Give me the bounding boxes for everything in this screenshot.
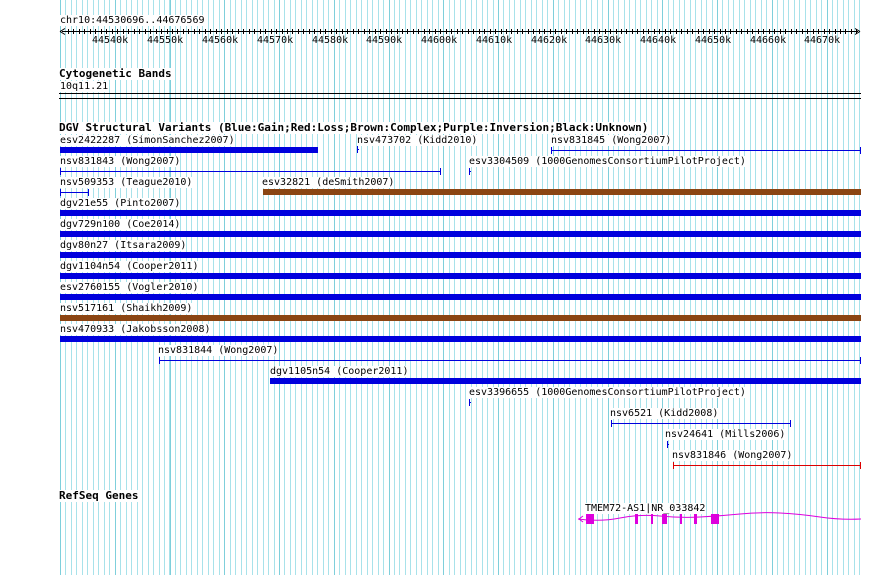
cytoband-label[interactable]: 10q11.21: [60, 81, 109, 92]
dgv-feature-label[interactable]: esv2760155 (Vogler2010): [60, 282, 199, 293]
dgv-feature-label[interactable]: esv3304509 (1000GenomesConsortiumPilotProject): [469, 156, 746, 167]
refseq-track-title[interactable]: RefSeq Genes: [59, 489, 139, 502]
dgv-feature-bar[interactable]: [263, 189, 861, 195]
ruler-tick-label: 44540k: [92, 35, 129, 46]
dgv-feature-label[interactable]: esv2422287 (SimonSanchez2007): [60, 135, 235, 146]
ruler-tick-label: 44660k: [750, 35, 787, 46]
dgv-feature-label[interactable]: nsv517161 (Shaikh2009): [60, 303, 193, 314]
dgv-feature-label[interactable]: nsv473702 (Kidd2010): [357, 135, 478, 146]
dgv-feature-label[interactable]: esv3396655 (1000GenomesConsortiumPilotProject): [469, 387, 746, 398]
dgv-feature-label[interactable]: nsv24641 (Mills2006): [665, 429, 786, 440]
ruler-tick-label: 44670k: [804, 35, 841, 46]
dgv-feature-label[interactable]: nsv831844 (Wong2007): [158, 345, 279, 356]
dgv-feature-label[interactable]: nsv831843 (Wong2007): [60, 156, 181, 167]
ruler-tick-label: 44560k: [202, 35, 239, 46]
dgv-feature-label[interactable]: nsv6521 (Kidd2008): [610, 408, 719, 419]
dgv-feature-bar[interactable]: [60, 336, 861, 342]
dgv-feature-bar[interactable]: [60, 273, 861, 279]
ruler-tick-label: 44580k: [312, 35, 349, 46]
ruler-tick-label: 44620k: [531, 35, 568, 46]
dgv-feature-bar[interactable]: [60, 315, 861, 321]
dgv-feature-bar[interactable]: [60, 231, 861, 237]
ruler-tick-label: 44550k: [147, 35, 184, 46]
dgv-feature-label[interactable]: esv32821 (deSmith2007): [262, 177, 395, 188]
dgv-feature-label[interactable]: dgv80n27 (Itsara2009): [60, 240, 187, 251]
dgv-feature-label[interactable]: dgv729n100 (Coe2014): [60, 219, 181, 230]
dgv-feature-label[interactable]: dgv21e55 (Pinto2007): [60, 198, 181, 209]
dgv-feature-bar[interactable]: [60, 252, 861, 258]
dgv-feature-label[interactable]: dgv1105n54 (Cooper2011): [270, 366, 409, 377]
ruler-tick-label: 44590k: [366, 35, 403, 46]
dgv-feature-label[interactable]: nsv509353 (Teague2010): [60, 177, 193, 188]
dgv-feature-label[interactable]: nsv831845 (Wong2007): [551, 135, 672, 146]
dgv-feature-bar[interactable]: [60, 294, 861, 300]
ruler-coordinates: chr10:44530696..44676569: [60, 15, 205, 26]
ruler-tick-label: 44640k: [640, 35, 677, 46]
dgv-track-title[interactable]: DGV Structural Variants (Blue:Gain;Red:Loss;Brown:Complex;Purple:Inversion;Black:Unknown): [59, 121, 649, 134]
gene-label[interactable]: TMEM72-AS1|NR_033842: [585, 503, 706, 514]
dgv-feature-bar[interactable]: [60, 147, 318, 153]
ruler-tick-label: 44600k: [421, 35, 458, 46]
ruler-tick-label: 44610k: [476, 35, 513, 46]
dgv-feature-bar[interactable]: [60, 210, 861, 216]
ruler-tick-label: 44630k: [585, 35, 622, 46]
dgv-feature-bar[interactable]: [270, 378, 861, 384]
dgv-feature-label[interactable]: nsv831846 (Wong2007): [672, 450, 793, 461]
cytogenetic-bands-track-title[interactable]: Cytogenetic Bands: [59, 67, 172, 80]
dgv-feature-label[interactable]: dgv1104n54 (Cooper2011): [60, 261, 199, 272]
dgv-feature-label[interactable]: nsv470933 (Jakobsson2008): [60, 324, 211, 335]
ruler-tick-label: 44650k: [695, 35, 732, 46]
ruler-tick-label: 44570k: [257, 35, 294, 46]
